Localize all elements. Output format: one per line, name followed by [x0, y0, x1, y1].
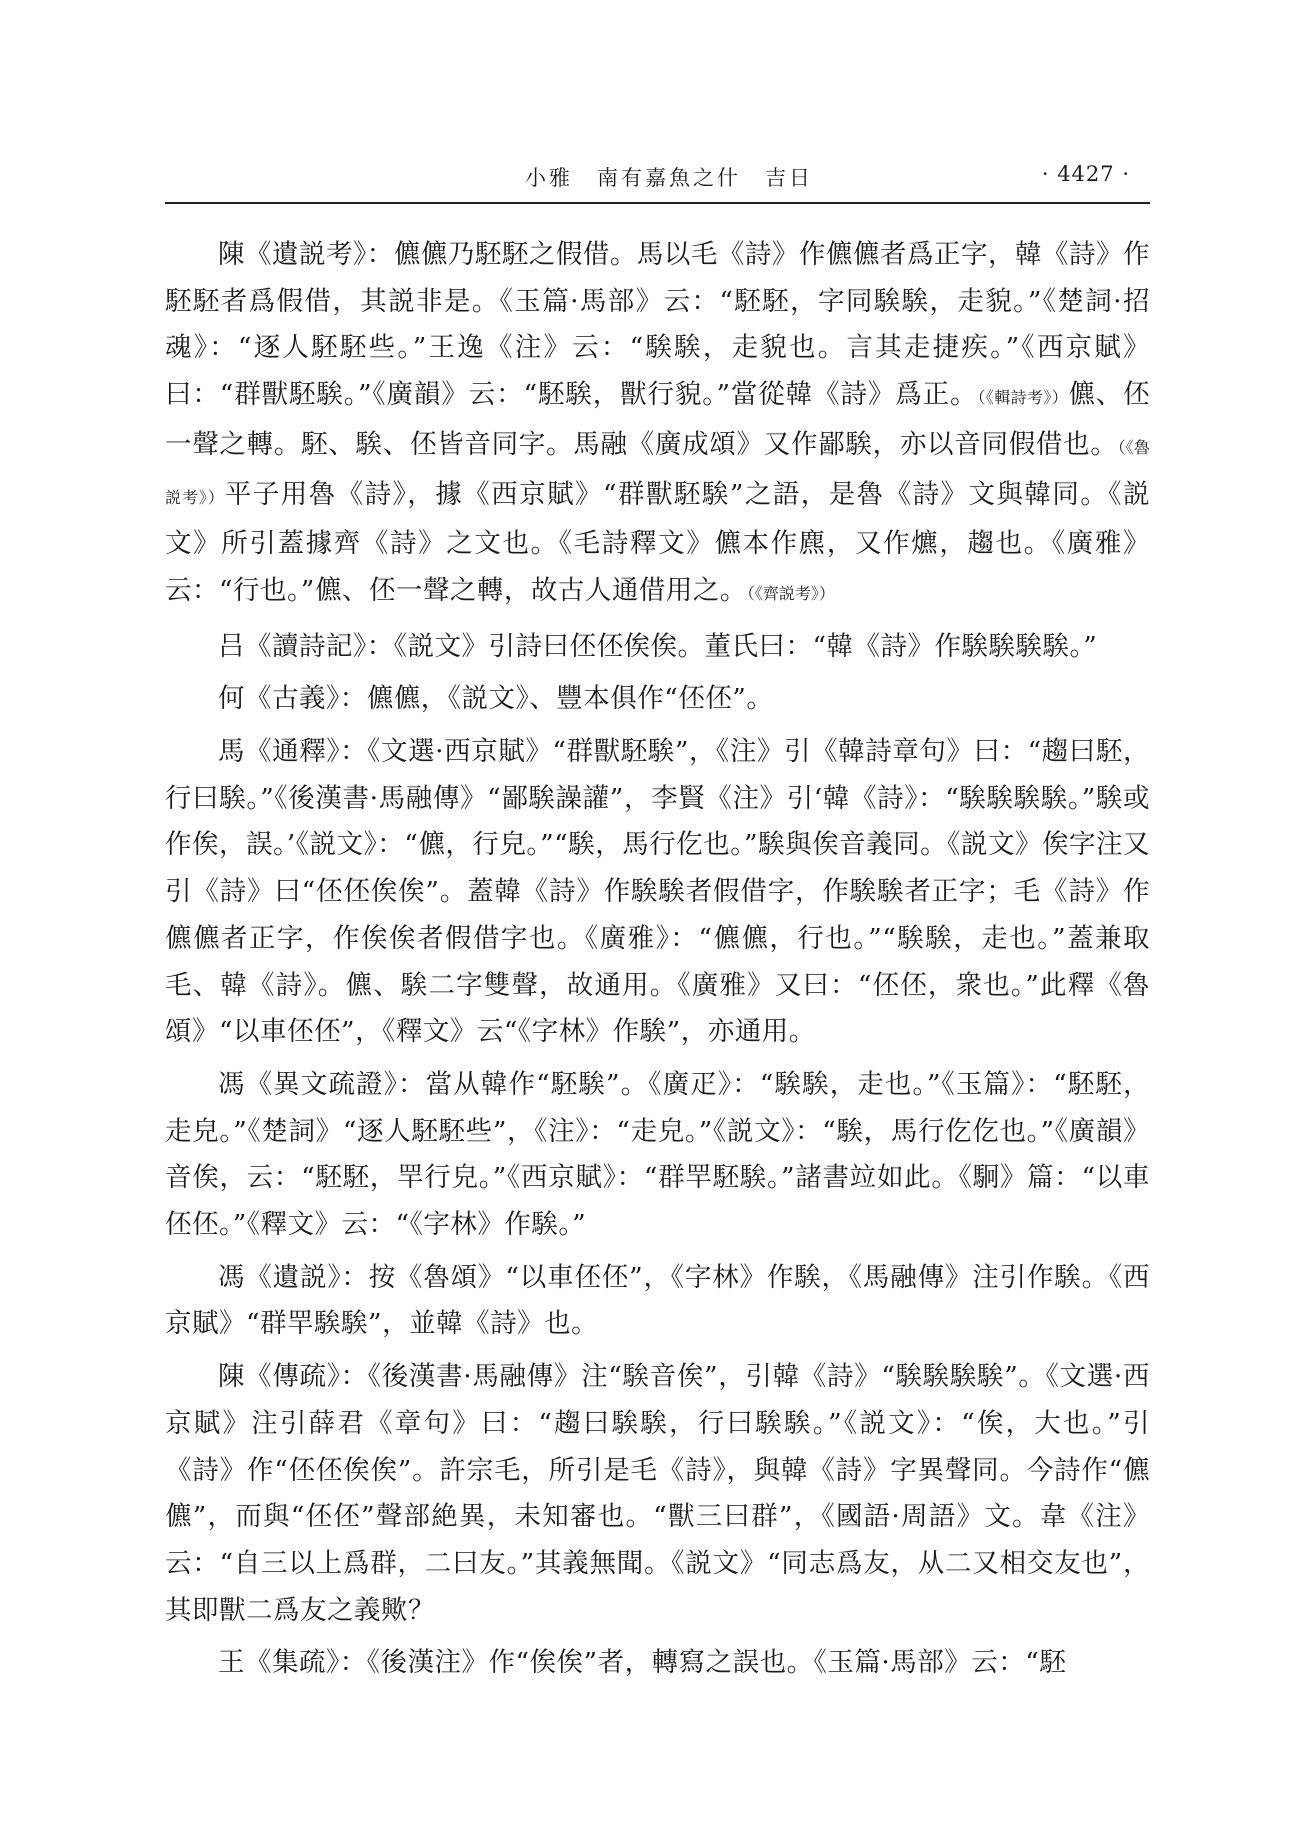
commentary-paragraph [165, 1255, 1150, 1348]
paragraph-text: 馬《通釋》：《文選·西京賦》“群獸駓騃”，《注》引《韓詩章句》曰：“趨曰駓，行曰騃。”《後漢書·馬融傳》“鄙騃譟讙”，李賢《注》引‘韓《詩》：“騃騃騃騃。”騃或作俟，誤。’《説文》：“儦，行皃。”“騃，馬行仡也。”騃與俟音義同。《説文》俟字注又引《詩》曰“伾伾俟俟”。蓋韓《詩》作騃騃者假借字，作騃騃者正字；毛《詩》作儦儦者正字，作俟俟者假借字也。《廣雅》：“儦儦，行也。”“騃騃，走也。”蓋兼取毛、韓《詩》。儦、騃二字雙聲，故通用。《廣雅》又曰：“伾伾，衆也。”此釋《魯頌》“以車伾伾”，《釋文》云“《字林》作騃”，亦通用。 [165, 736, 1150, 1048]
paragraph-text: 陳《傳疏》：《後漢書·馬融傳》注“騃音俟”，引韓《詩》“騃騃騃騃”。《文選·西京賦》注引薛君《章句》曰：“趨曰騃騃，行曰騃騃。”《説文》：“俟，大也。”引《詩》作“伾伾俟俟”。許宗毛，所引是毛《詩》，與韓《詩》字異聲同。今詩作“儦儦”，而與“伾伾”聲部絶異，未知審也。“獸三曰群”，《國語·周語》文。韋《注》云：“自三以上爲群，二曰友。”其義無聞。《説文》“同志爲友，从二又相交友也”，其即獸二爲友之義歟？ [165, 1361, 1150, 1626]
commentary-paragraph [165, 1640, 1150, 1687]
running-header [165, 156, 1150, 196]
source-note: （《齊説考》） [746, 583, 835, 603]
paragraph-text: 平子用魯《詩》，據《西京賦》“群獸駓騃”之語，是魯《詩》文與韓同。《説文》所引蓋據齊《詩》之文也。《毛詩釋文》儦本作麃，又作爊，趨也。《廣雅》云：“行也。”儦、伾一聲之轉，故古人通借用之。 [165, 478, 1150, 606]
paragraph-text: 何《古義》：儦儦，《説文》、豐本俱作“伾伾”。 [218, 683, 774, 715]
commentary-paragraph [165, 1354, 1150, 1634]
page-body [165, 232, 1150, 1693]
commentary-paragraph [165, 676, 1150, 723]
paragraph-text: 馮《異文疏證》：當从韓作“駓騃”。《廣疋》：“騃騃，走也。”《玉篇》：“駓駓，走皃。”《楚詞》“逐人駓駓些”，《注》：“走皃。”《説文》：“騃，馬行仡仡也。”《廣韻》音俟，云：“駓駓，䍐行皃。”《西京賦》：“群䍐駓騃。”諸書竝如此。《駉》篇：“以車伾伾。”《釋文》云：“《字林》作騃。” [165, 1068, 1150, 1241]
header-title: 小雅 南有嘉魚之什 吉日 [525, 166, 813, 190]
commentary-paragraph [165, 624, 1150, 671]
paragraph-text: 馮《遺説》：按《魯頌》“以車伾伾”，《字林》作騃，《馬融傳》注引作騃。《西京賦》“群䍐騃騃”，並韓《詩》也。 [165, 1261, 1150, 1340]
page-number: · 4427 · [1041, 162, 1130, 186]
source-note: （《輯詩考》） [977, 388, 1069, 408]
paragraph-text: 陳《遺説考》：儦儦乃駓駓之假借。馬以毛《詩》作儦儦者爲正字，韓《詩》作駓駓者爲假借，其説非是。《玉篇·馬部》云：“駓駓，字同騃騃，走貌。”《楚詞·招魂》：“逐人駓駓些。”王逸《注》云：“騃騃，走貌也。言其走捷疾。”《西京賦》曰：“群獸駓騃。”《廣韻》云：“駓騃，獸行貌。”當從韓《詩》爲正。 [165, 239, 1150, 411]
paragraph-text: 儦、伾一聲之轉。駓、騃、伾皆音同字。馬融《廣成頌》又作鄙騃，亦以音同假借也。 [165, 379, 1150, 460]
header-rule [165, 202, 1150, 204]
commentary-paragraph [165, 729, 1150, 1056]
commentary-paragraph [165, 1062, 1150, 1249]
paragraph-text: 吕《讀詩記》：《説文》引詩曰伾伾俟俟。董氏曰：“韓《詩》作騃騃騃騃。” [218, 630, 1098, 662]
source-note: （《魯説考》） [165, 437, 1150, 507]
paragraph-text: 王《集疏》：《後漢注》作“俟俟”者，轉寫之誤也。《玉篇·馬部》云：“駓 [218, 1647, 1067, 1679]
commentary-paragraph [165, 232, 1150, 618]
